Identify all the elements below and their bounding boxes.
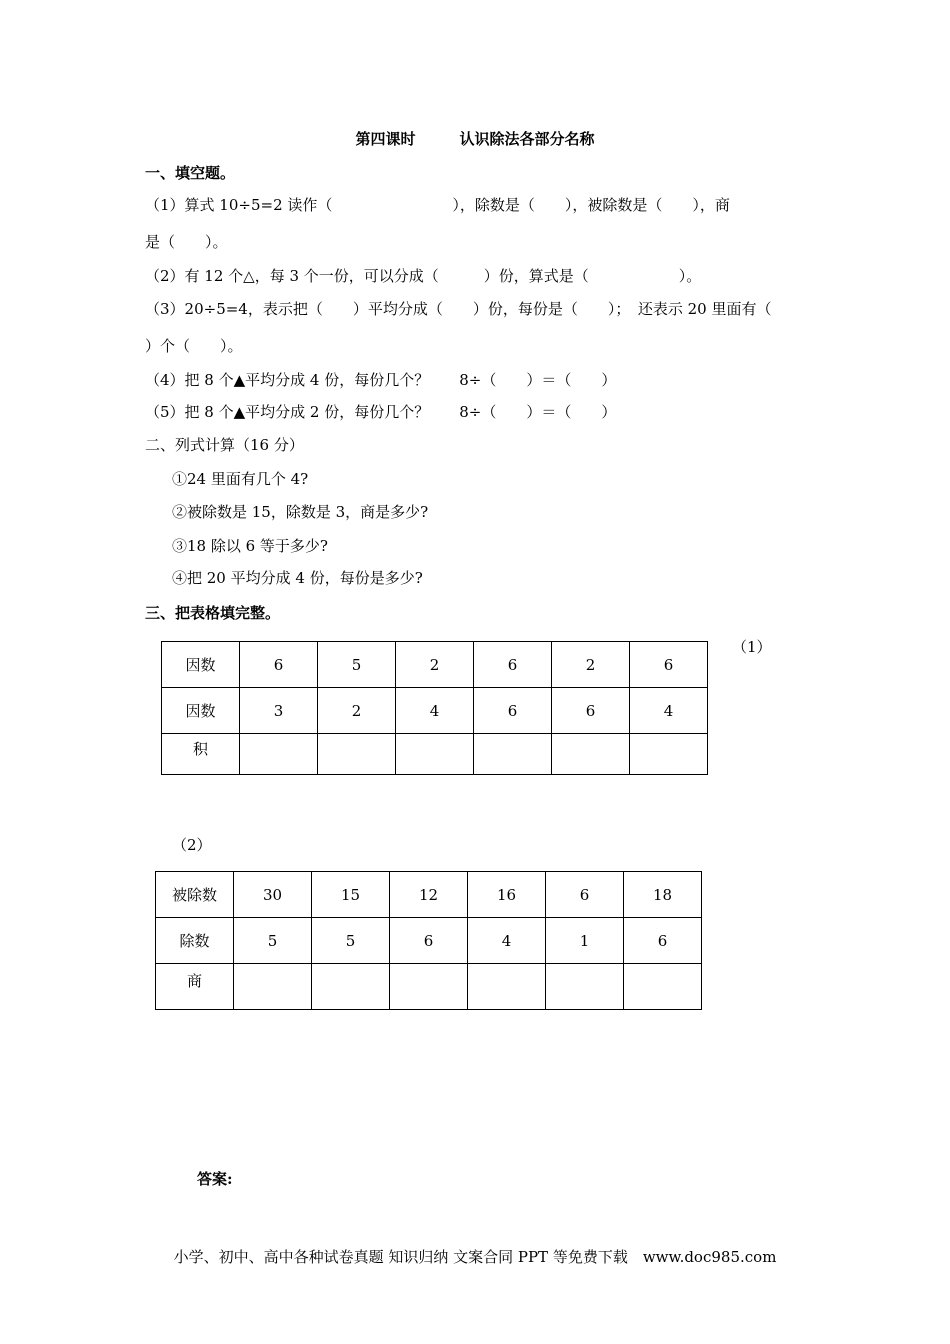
calc-item-1: ①24 里面有几个 4?: [172, 470, 309, 488]
table-cell-blank: [474, 734, 552, 775]
table1-label: （1）: [732, 638, 772, 656]
table-cell: 6: [630, 642, 708, 688]
table-cell: 5: [318, 642, 396, 688]
table-row: [162, 688, 708, 734]
table-cell-blank: [468, 964, 546, 1010]
table-cell: 1: [546, 918, 624, 964]
table-cell: 2: [318, 688, 396, 734]
table-cell: 4: [630, 688, 708, 734]
page-title: [0, 128, 950, 149]
section3-heading: 三、把表格填完整。: [145, 604, 281, 622]
table-cell: 因数: [162, 688, 240, 734]
table-cell: 6: [474, 642, 552, 688]
table-cell: 6: [390, 918, 468, 964]
table-factors: [161, 641, 708, 775]
table-row: [156, 964, 702, 1010]
table-cell-blank: [396, 734, 474, 775]
table-cell: 30: [234, 872, 312, 918]
table-cell-blank: [234, 964, 312, 1010]
table-cell: 2: [552, 642, 630, 688]
table-cell: 15: [312, 872, 390, 918]
table-cell-blank: [630, 734, 708, 775]
section1-heading: 一、填空题。: [145, 164, 236, 182]
table-cell: 5: [234, 918, 312, 964]
table-cell-blank: [312, 964, 390, 1010]
question-3-line2: ）个（ ）。: [145, 337, 243, 355]
table-cell: 6: [546, 872, 624, 918]
table-cell-blank: [318, 734, 396, 775]
table-cell: 积: [162, 734, 240, 775]
section2-heading: 二、列式计算（16 分）: [145, 436, 304, 454]
question-4: （4）把 8 个▲平均分成 4 份，每份几个？ 8÷（ ）＝（ ）: [145, 371, 617, 389]
table-cell: 3: [240, 688, 318, 734]
footer-text: 小学、初中、高中各种试卷真题 知识归纳 文案合同 PPT 等免费下载 www.doc985.com: [173, 1248, 777, 1266]
table-row: [156, 918, 702, 964]
table-cell: 被除数: [156, 872, 234, 918]
table-division: [155, 871, 702, 1010]
table-cell: 5: [312, 918, 390, 964]
table-cell: 6: [474, 688, 552, 734]
question-2: （2）有 12 个△，每 3 个一份，可以分成（ ）份，算式是（ ）。: [145, 267, 702, 285]
answer-label: 答案:: [197, 1170, 233, 1188]
table-cell: 4: [396, 688, 474, 734]
lesson-topic: 认识除法各部分名称: [459, 130, 595, 148]
table-row: [162, 642, 708, 688]
table-cell: 6: [624, 918, 702, 964]
table-cell: 6: [240, 642, 318, 688]
table-row: [156, 872, 702, 918]
lesson-number: 第四课时: [355, 130, 416, 148]
table-cell: 6: [552, 688, 630, 734]
table-cell: 除数: [156, 918, 234, 964]
table-cell-blank: [624, 964, 702, 1010]
table-row: [162, 734, 708, 775]
question-3-line1: （3）20÷5=4，表示把（ ）平均分成（ ）份，每份是（ ）； 还表示 20 里面有（: [145, 300, 772, 318]
table-cell: 4: [468, 918, 546, 964]
table-cell-blank: [546, 964, 624, 1010]
table-cell: 因数: [162, 642, 240, 688]
question-1-line1: （1）算式 10÷5=2 读作（ ），除数是（ ），被除数是（ ），商: [145, 196, 730, 214]
calc-item-3: ③18 除以 6 等于多少?: [172, 537, 328, 555]
calc-item-2: ②被除数是 15，除数是 3，商是多少?: [172, 503, 429, 521]
table-cell: 16: [468, 872, 546, 918]
table-cell-blank: [390, 964, 468, 1010]
calc-item-4: ④把 20 平均分成 4 份，每份是多少?: [172, 569, 423, 587]
table-cell-blank: [552, 734, 630, 775]
table2-label: （2）: [172, 836, 212, 854]
table-cell: 12: [390, 872, 468, 918]
table-cell: 2: [396, 642, 474, 688]
question-1-line2: 是（ ）。: [145, 233, 228, 251]
table-cell: 18: [624, 872, 702, 918]
question-5: （5）把 8 个▲平均分成 2 份，每份几个？ 8÷（ ）＝（ ）: [145, 403, 617, 421]
table-cell: 商: [156, 964, 234, 1010]
table-cell-blank: [240, 734, 318, 775]
